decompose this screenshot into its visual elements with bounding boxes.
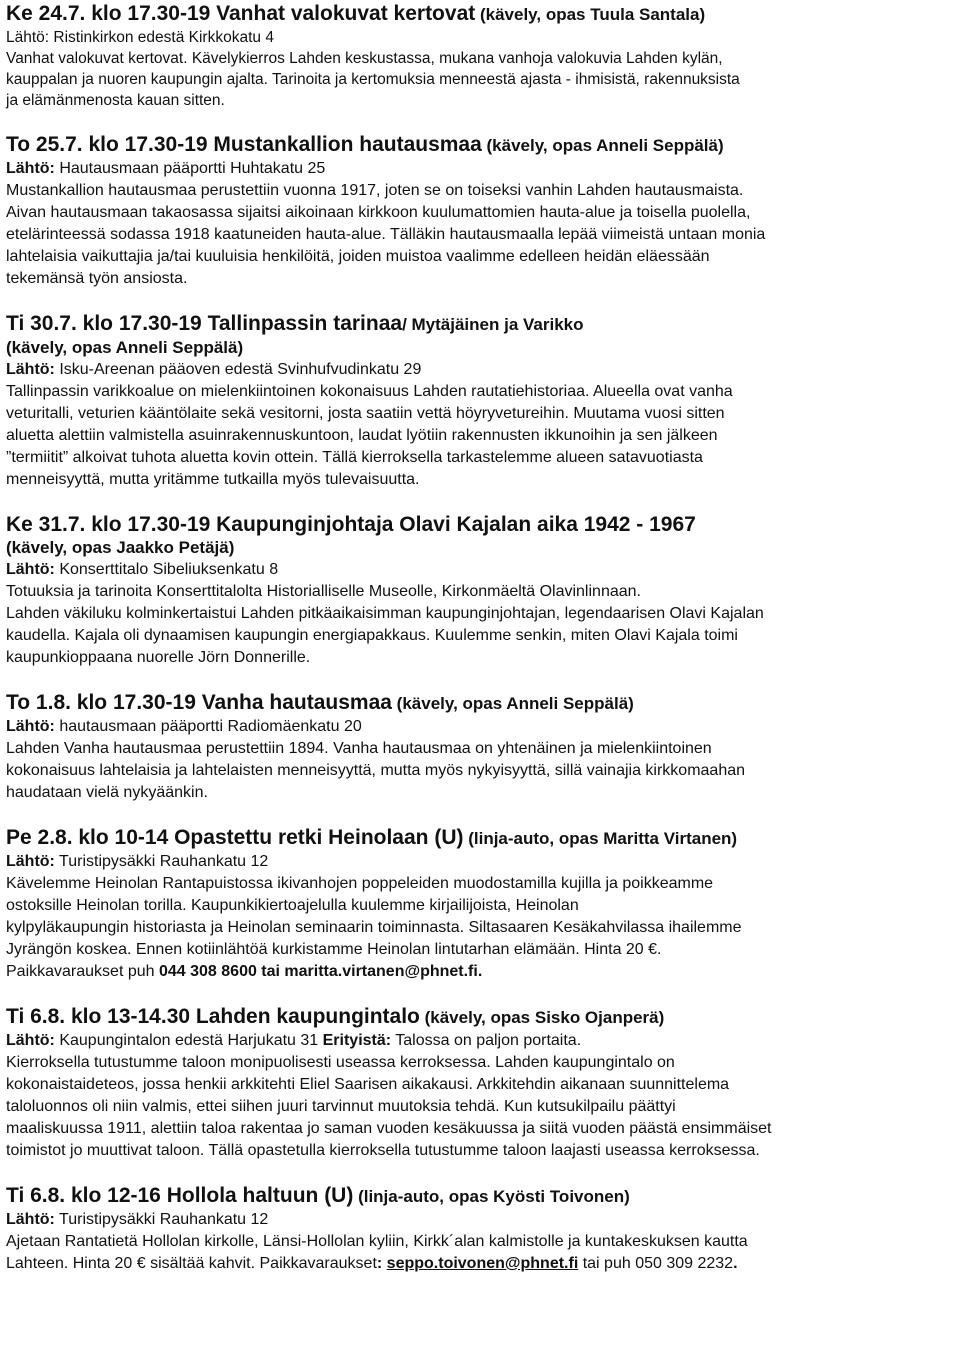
event-4 — [6, 513, 954, 669]
event-body-line: ostoksille Heinolan torilla. Kaupunkikiertoajelulla kuulemme kirjailijoista, Heinolan — [6, 897, 579, 914]
event-title-main: To 1.8. klo 17.30-19 Vanha hautausmaa — [6, 691, 392, 714]
event-7 — [6, 1005, 954, 1162]
start-label: Lähtö: — [6, 561, 55, 578]
event-title-note: / Mytäjäinen ja Varikko — [402, 315, 584, 334]
start-label: Lähtö: — [6, 853, 55, 870]
event-title — [6, 1005, 954, 1030]
start-value: Hautausmaan pääportti Huhtakatu 25 — [54, 160, 326, 177]
event-body-line: taloluonnos oli niin valmis, ettei siihen juuri tarvinnut muutoksia tehdä. Kun kutsukilpailu päättyi — [6, 1098, 676, 1115]
start-label: Lähtö: — [6, 718, 55, 735]
start-label: Lähtö: — [6, 1211, 55, 1228]
start-label: Lähtö: — [6, 361, 55, 378]
event-title — [6, 133, 954, 158]
event-body-line: ”termiitit” alkoivat tuhota aluetta kovin ottein. Tällä kierroksella tarkastelemme alueen satavuotiasta — [6, 449, 703, 466]
event-title — [6, 826, 954, 851]
event-body-line: Kierroksella tutustumme taloon monipuolisesti useassa kerroksessa. Lahden kaupungintalo on — [6, 1054, 675, 1071]
event-title-note: (kävely, opas Sisko Ojanperä) — [419, 1008, 665, 1027]
event-body-line: menneisyyttä, mutta yritämme tutkailla myös tulevaisuutta. — [6, 471, 420, 488]
event-start — [6, 359, 954, 381]
start-value: Isku-Areenan pääoven edestä Svinhufvudinkatu 29 — [54, 361, 422, 378]
event-start — [6, 158, 954, 180]
last-line-end: . — [733, 1255, 738, 1272]
event-start: Lähtö: Ristinkirkon edestä Kirkkokatu 4 — [6, 29, 274, 46]
event-body-line: Jyrängön koskea. Ennen kotiinlähtöä kurkistamme Heinolan lintutarhan elämään. Hinta 20 €. — [6, 941, 662, 958]
event-title-main: Ti 30.7. klo 17.30-19 Tallinpassin tarinaa — [6, 312, 403, 335]
event-start — [6, 559, 954, 581]
event-start — [6, 1209, 954, 1231]
special-value: Talossa on paljon portaita. — [391, 1032, 582, 1049]
event-title-main: Ke 31.7. klo 17.30-19 Kaupunginjohtaja Olavi Kajalan aika 1942 - 1967 — [6, 513, 696, 536]
event-body-line: toimistot jo muuttivat taloon. Tällä opastetulla kierroksella tutustumme taloon laajasti useassa kerroksessa. — [6, 1142, 760, 1159]
event-body-line: Mustankallion hautausmaa perustettiin vuonna 1917, joten se on toiseksi vanhin Lahden hautausmaista. — [6, 182, 744, 199]
event-body-line: Ajetaan Rantatietä Hollolan kirkolle, Länsi-Hollolan kyliin, Kirkk´alan kalmistolle ja kuntakeskuksen kautta — [6, 1233, 748, 1250]
event-1 — [6, 2, 954, 111]
event-title — [6, 312, 954, 337]
event-body-line: aluetta alettiin valmistella asuinrakennuskuntoon, laudat lyötiin rakennusten ikkunoihin ja sen jälkeen — [6, 427, 718, 444]
booking-prefix: Paikkavaraukset puh — [6, 963, 159, 980]
start-value: Kaupungintalon edestä Harjukatu 31 — [54, 1032, 323, 1049]
last-line-colon: : — [376, 1255, 387, 1272]
event-body-line: Kävelemme Heinolan Rantapuistossa ikivanhojen poppeleiden muodostamilla kujilla ja poikkeamme — [6, 875, 714, 892]
event-8 — [6, 1184, 954, 1275]
event-6 — [6, 826, 954, 983]
event-body-line: kaupunkioppaana nuorelle Jörn Donnerille. — [6, 649, 311, 666]
event-start — [6, 1030, 954, 1052]
event-start — [6, 716, 954, 738]
start-value: Konserttitalo Sibeliuksenkatu 8 — [54, 561, 279, 578]
event-body-line: lahtelaisia vaikuttajia ja/tai kuuluisia henkilöitä, joiden muistoa vaalimme edelleen heidän eläessään — [6, 248, 710, 265]
event-title-main: Pe 2.8. klo 10-14 Opastettu retki Heinolaan (U) — [6, 826, 464, 849]
booking-contact[interactable]: 044 308 8600 tai maritta.virtanen@phnet.fi. — [158, 963, 483, 980]
event-2 — [6, 133, 954, 290]
event-title-main: Ti 6.8. klo 12-16 Hollola haltuun (U) — [6, 1184, 354, 1207]
start-value: hautausmaan pääportti Radiomäenkatu 20 — [54, 718, 362, 735]
event-title-note: (linja-auto, opas Kyösti Toivonen) — [353, 1187, 630, 1206]
event-body-line: ja elämänmenosta kauan sitten. — [6, 92, 225, 109]
event-title-note: (linja-auto, opas Maritta Virtanen) — [463, 829, 738, 848]
event-body-line: Totuuksia ja tarinoita Konserttitalolta Historialliselle Museolle, Kirkonmäeltä Olavinlinnaan. — [6, 583, 641, 600]
event-body-line: etelärinteessä sodassa 1918 kaatuneiden hauta-alue. Tälläkin hautausmaalla lepää viimeistä untaan monia — [6, 226, 766, 243]
event-body-line: Lahden väkiluku kolminkertaistui Lahden pitkäaikaisimman kaupunginjohtajan, legendaarisen Olavi Kajalan — [6, 605, 764, 622]
special-label: Erityistä: — [322, 1032, 392, 1049]
event-subtitle: (kävely, opas Anneli Seppälä) — [6, 338, 244, 357]
start-value: Turistipysäkki Rauhankatu 12 — [54, 1211, 269, 1228]
event-title-note: (kävely, opas Anneli Seppälä) — [481, 136, 724, 155]
last-line-suffix: tai puh 050 309 2232 — [578, 1255, 734, 1272]
event-body-line: Lahden Vanha hautausmaa perustettiin 1894. Vanha hautausmaa on yhtenäinen ja mielenkiintoinen — [6, 740, 712, 757]
event-title-main: Ke 24.7. klo 17.30-19 Vanhat valokuvat kertovat — [6, 2, 476, 25]
event-body-line: maaliskuussa 1911, alettiin taloa rakentaa jo saman vuoden kesäkuussa ja siitä vuoden päästä ensimmäiset — [6, 1120, 772, 1137]
start-value: Turistipysäkki Rauhankatu 12 — [54, 853, 269, 870]
event-title — [6, 513, 954, 537]
start-label: Lähtö: — [6, 160, 55, 177]
event-body-line: kauppalan ja nuoren kaupungin ajalta. Tarinoita ja kertomuksia menneestä ajasta - ihmisistä, rakennuksista — [6, 71, 740, 88]
event-title — [6, 691, 954, 716]
event-body-line: Vanhat valokuvat kertovat. Kävelykierros Lahden keskustassa, mukana vanhoja valokuvia Lahden kylän, — [6, 50, 723, 67]
event-5 — [6, 691, 954, 804]
event-body-line: kokonaisuus lahtelaisia ja lahtelaisten menneisyyttä, mutta myös nykyisyyttä, sillä vainajia kirkkomaahan — [6, 762, 746, 779]
event-body-line: kylpyläkaupungin historiasta ja Heinolan seminaarin toiminnasta. Siltasaaren Kesäkahvilassa ihailemme — [6, 919, 742, 936]
event-title-note: (kävely, opas Anneli Seppälä) — [391, 694, 634, 713]
event-body-line: kokonaistaideteos, jossa henkii arkkitehti Eliel Saarisen aikakausi. Arkkitehdin aikanaan suunnittelema — [6, 1076, 730, 1093]
event-title-note: (kävely, opas Tuula Santala) — [475, 5, 706, 24]
event-start — [6, 851, 954, 873]
event-body-line: tekemänsä työn ansiosta. — [6, 270, 188, 287]
event-title-main: To 25.7. klo 17.30-19 Mustankallion hautausmaa — [6, 133, 482, 156]
event-body-line: haudataan vielä nykyäänkin. — [6, 784, 208, 801]
event-subtitle: (kävely, opas Jaakko Petäjä) — [6, 538, 235, 557]
event-body-line: kaudella. Kajala oli dynaamisen kaupungin energiapakkaus. Kuulemme senkin, miten Olavi Kajala toimi — [6, 627, 738, 644]
event-body-line: Aivan hautausmaan takaosassa sijaitsi aikoinaan kirkkoon kuulumattomien hauta-alue ja toisella puolella, — [6, 204, 751, 221]
event-booking — [6, 961, 954, 983]
event-title — [6, 1184, 954, 1209]
event-last-line — [6, 1253, 954, 1275]
event-3 — [6, 312, 954, 491]
last-line-prefix: Lahteen. Hinta 20 € sisältää kahvit. Paikkavaraukset — [6, 1255, 377, 1272]
event-body-line: Tallinpassin varikkoalue on mielenkiintoinen kokonaisuus Lahden rautatiehistoriaa. Alueella ovat vanha — [6, 383, 733, 400]
event-title — [6, 2, 954, 27]
email-link[interactable]: seppo.toivonen@phnet.fi — [386, 1255, 579, 1272]
start-label: Lähtö: — [6, 1032, 55, 1049]
event-body-line: veturitalli, veturien kääntölaite sekä vesitorni, josta saatiin vettä höyryvetureihin. Muutama vuosi sitten — [6, 405, 725, 422]
event-title-main: Ti 6.8. klo 13-14.30 Lahden kaupungintalo — [6, 1005, 420, 1028]
